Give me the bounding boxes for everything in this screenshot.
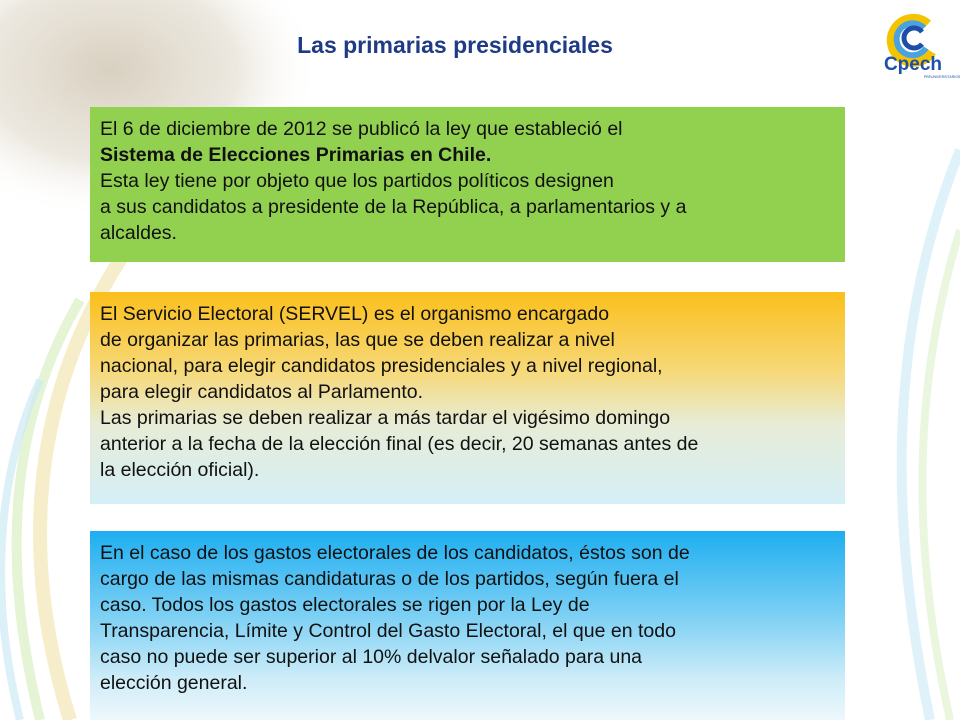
box2-line: Las primarias se deben realizar a más tardar el vigésimo domingo	[100, 407, 671, 429]
primaries-law-box	[90, 107, 845, 262]
box2-line: nacional, para elegir candidatos presidenciales y a nivel regional,	[100, 355, 663, 377]
box3-line: Transparencia, Límite y Control del Gasto Electoral, el que en todo	[100, 620, 676, 642]
box1-line: Esta ley tiene por objeto que los partidos políticos designen	[100, 170, 614, 192]
box2-line: El Servicio Electoral (SERVEL) es el organismo encargado	[100, 303, 610, 325]
box2-line: anterior a la fecha de la elección final (es decir, 20 semanas antes de	[100, 433, 699, 455]
box1-line: El 6 de diciembre de 2012 se publicó la ley que estableció el	[100, 118, 623, 140]
logo-text: Cpech	[883, 54, 943, 75]
box3-line: caso no puede ser superior al 10% delvalor señalado para una	[100, 646, 643, 668]
box3-line: En el caso de los gastos electorales de los candidatos, éstos son de	[100, 542, 690, 564]
box3-line: cargo de las mismas candidaturas o de los partidos, según fuera el	[100, 568, 679, 590]
box3-line: caso. Todos los gastos electorales se rigen por la Ley de	[100, 594, 590, 616]
page-title: Las primarias presidenciales	[297, 32, 613, 58]
servel-box	[90, 292, 845, 504]
box1-line: a sus candidatos a presidente de la República, a parlamentarios y a	[100, 196, 687, 218]
electoral-spending-box	[90, 531, 845, 720]
logo-subtext: PREUNIVERSITARIOS	[923, 75, 960, 79]
box1-line: alcaldes.	[100, 222, 177, 244]
box1-line-bold: Sistema de Elecciones Primarias en Chile.	[100, 144, 492, 166]
cpech-logo	[872, 8, 960, 80]
box2-line: para elegir candidatos al Parlamento.	[100, 381, 424, 403]
box2-line: la elección oficial).	[100, 459, 260, 481]
box3-line: elección general.	[100, 672, 248, 694]
box2-line: de organizar las primarias, las que se deben realizar a nivel	[100, 329, 615, 351]
